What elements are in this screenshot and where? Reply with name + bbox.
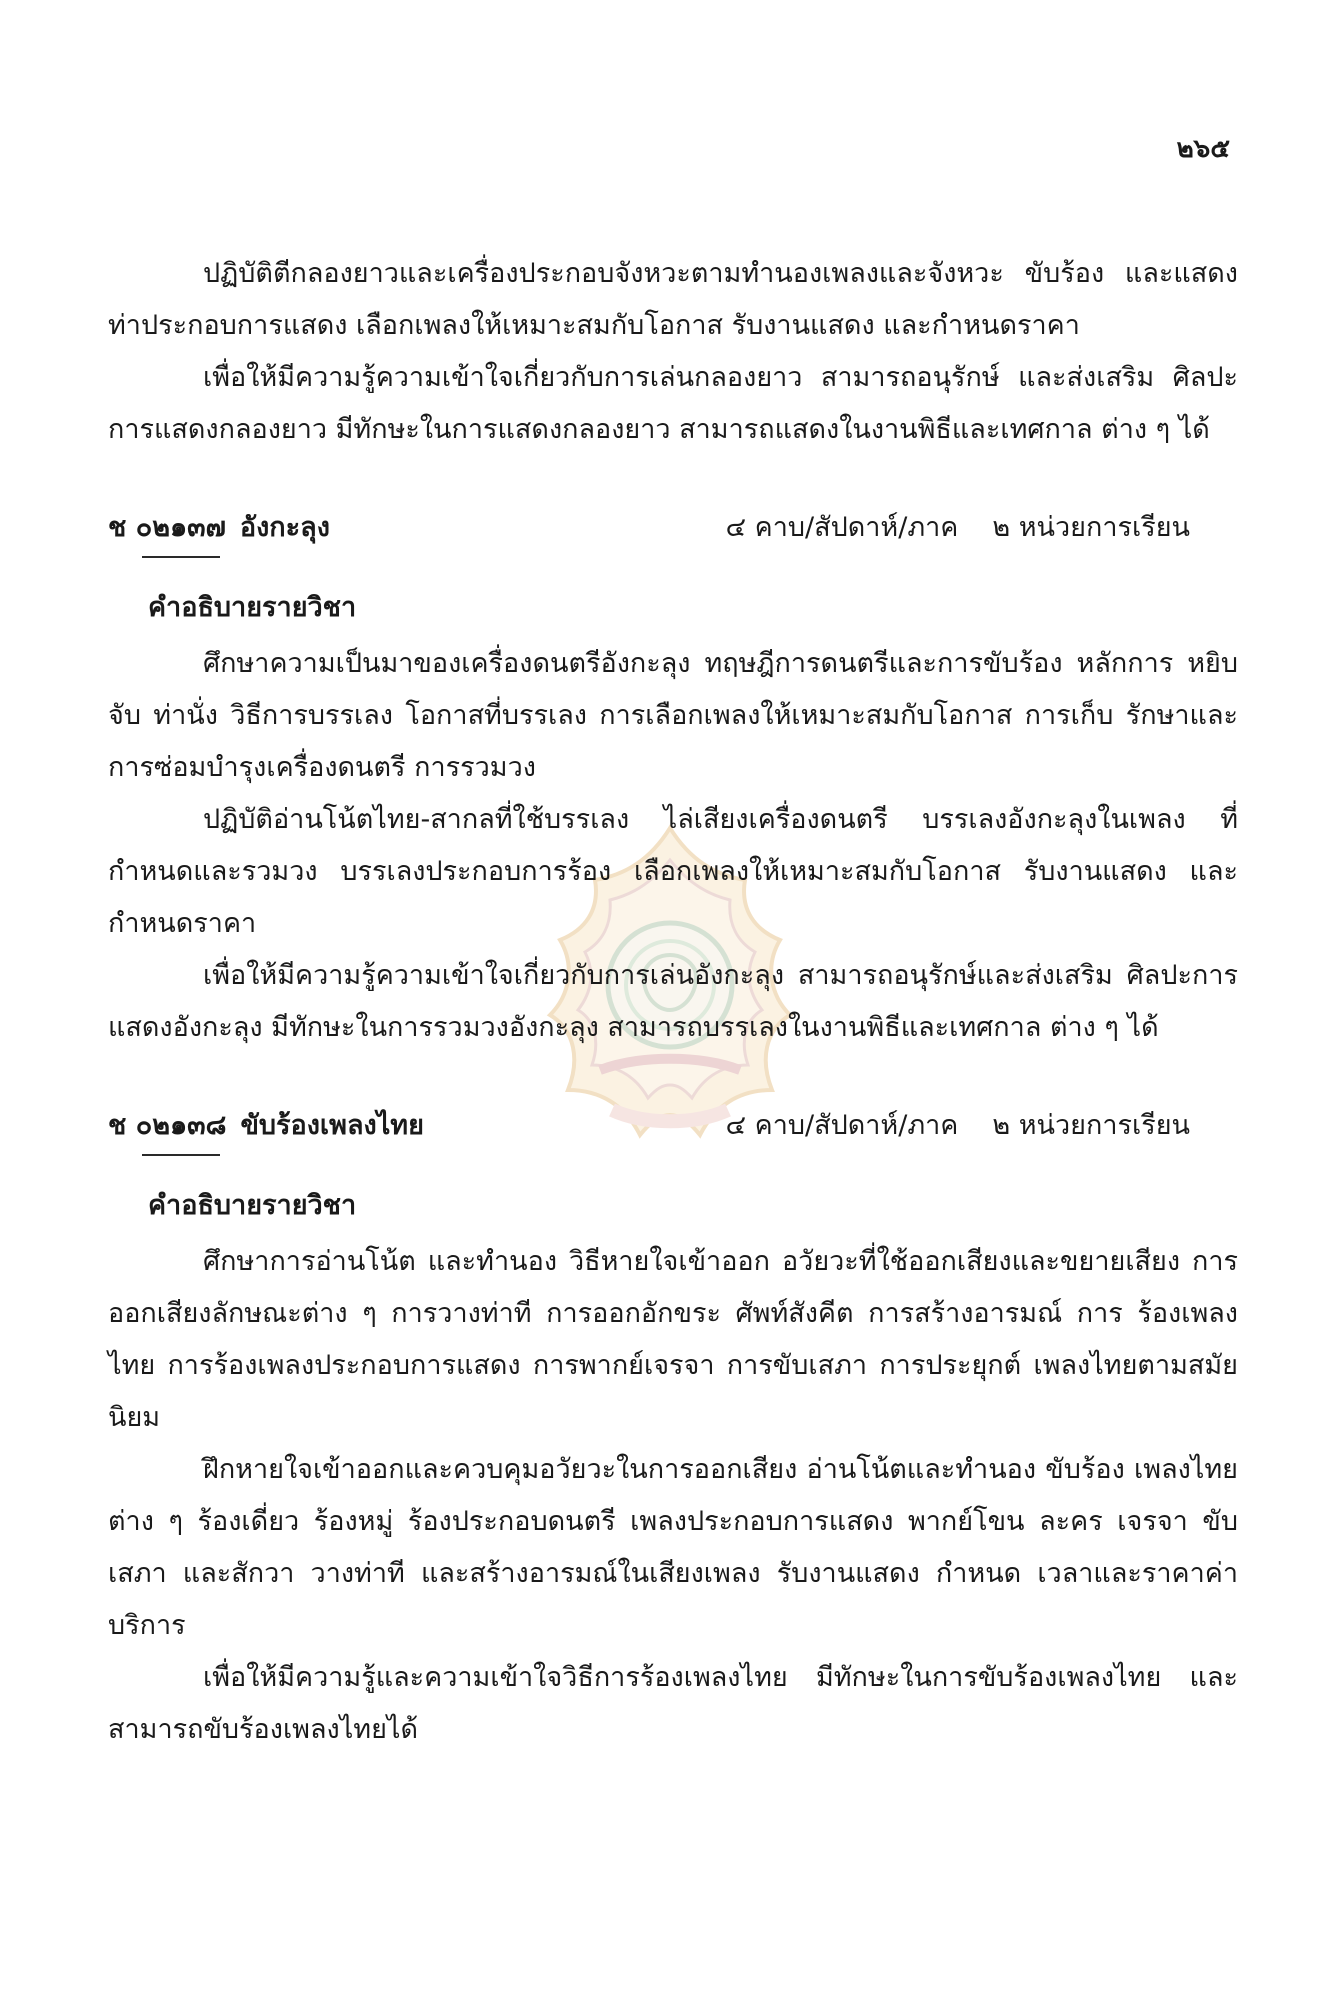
description-paragraph: ฝึกหายใจเข้าออกและควบคุมอวัยวะในการออกเสียง อ่านโน้ตและทำนอง ขับร้อง เพลงไทยต่าง ๆ ร้องเดี่ยว ร้องหมู่ ร้องประกอบดนตรี เพลงประกอบการแสดง พากย์โขน ละคร เจรจา ขับเสภา และสักวา วางท่าที และสร้างอารมณ์ในเสียงเพลง รับงานแสดง กำหนด เวลาและราคาค่าบริการ (108, 1454, 1238, 1641)
course-credits: ๒ หน่วยการเรียน (992, 1110, 1190, 1141)
course-hours: ๔ คาบ/สัปดาห์/ภาค (725, 512, 959, 543)
intro-paragraph: ปฏิบัติตีกลองยาวและเครื่องประกอบจังหวะตามทำนองเพลงและจังหวะ ขับร้อง และแสดงท่าประกอบการแสดง เลือกเพลงให้เหมาะสมกับโอกาส รับงานแสดง และกำหนดราคา (108, 258, 1238, 341)
description-paragraph: ศึกษาการอ่านโน้ต และทำนอง วิธีหายใจเข้าออก อวัยวะที่ใช้ออกเสียงและขยายเสียง การออกเสียงลักษณะต่าง ๆ การวางท่าที การออกอักขระ ศัพท์สังคีต การสร้างอารมณ์ การ ร้องเพลงไทย การร้องเพลงประกอบการแสดง การพากย์เจรจา การขับเสภา การประยุกต์ เพลงไทยตามสมัยนิยม (108, 1246, 1238, 1433)
course-code: ช ๐๒๑๓๗ (108, 502, 226, 554)
course-title: ขับร้องเพลงไทย (240, 1110, 424, 1141)
description-label: คำอธิบายรายวิชา (148, 592, 357, 623)
course-credits: ๒ หน่วยการเรียน (992, 512, 1190, 543)
course-header (108, 502, 1238, 554)
course-title: อังกะลุง (239, 512, 330, 543)
description-paragraph: ปฏิบัติอ่านโน้ตไทย-สากลที่ใช้บรรเลง ไล่เสียงเครื่องดนตรี บรรเลงอังกะลุงในเพลง ที่กำหนดและรวมวง บรรเลงประกอบการร้อง เลือกเพลงให้เหมาะสมกับโอกาส รับงานแสดง และกำหนดราคา (108, 804, 1238, 939)
description-label: คำอธิบายรายวิชา (148, 1190, 357, 1221)
description-paragraph: เพื่อให้มีความรู้และความเข้าใจวิธีการร้องเพลงไทย มีทักษะในการขับร้องเพลงไทย และสามารถขับร้องเพลงไทยได้ (108, 1662, 1238, 1745)
document-body (108, 248, 1238, 1756)
course-hours: ๔ คาบ/สัปดาห์/ภาค (725, 1110, 959, 1141)
course-code: ช ๐๒๑๓๘ (108, 1100, 226, 1152)
description-paragraph: ศึกษาความเป็นมาของเครื่องดนตรีอังกะลุง ทฤษฎีการดนตรีและการขับร้อง หลักการ หยิบ จับ ท่านั่ง วิธีการบรรเลง โอกาสที่บรรเลง การเลือกเพลงให้เหมาะสมกับโอกาส การเก็บ รักษาและการซ่อมบำรุงเครื่องดนตรี การรวมวง (108, 648, 1238, 783)
course-header (108, 1100, 1238, 1152)
intro-paragraph: เพื่อให้มีความรู้ความเข้าใจเกี่ยวกับการเล่นกลองยาว สามารถอนุรักษ์ และส่งเสริม ศิลปะการแสดงกลองยาว มีทักษะในการแสดงกลองยาว สามารถแสดงในงานพิธีและเทศกาล ต่าง ๆ ได้ (108, 362, 1238, 445)
page-number: ๒๖๕ (1176, 134, 1230, 164)
description-paragraph: เพื่อให้มีความรู้ความเข้าใจเกี่ยวกับการเล่นอังกะลุง สามารถอนุรักษ์และส่งเสริม ศิลปะการแสดงอังกะลุง มีทักษะในการรวมวงอังกะลุง สามารถบรรเลงในงานพิธีและเทศกาล ต่าง ๆ ได้ (108, 960, 1238, 1043)
